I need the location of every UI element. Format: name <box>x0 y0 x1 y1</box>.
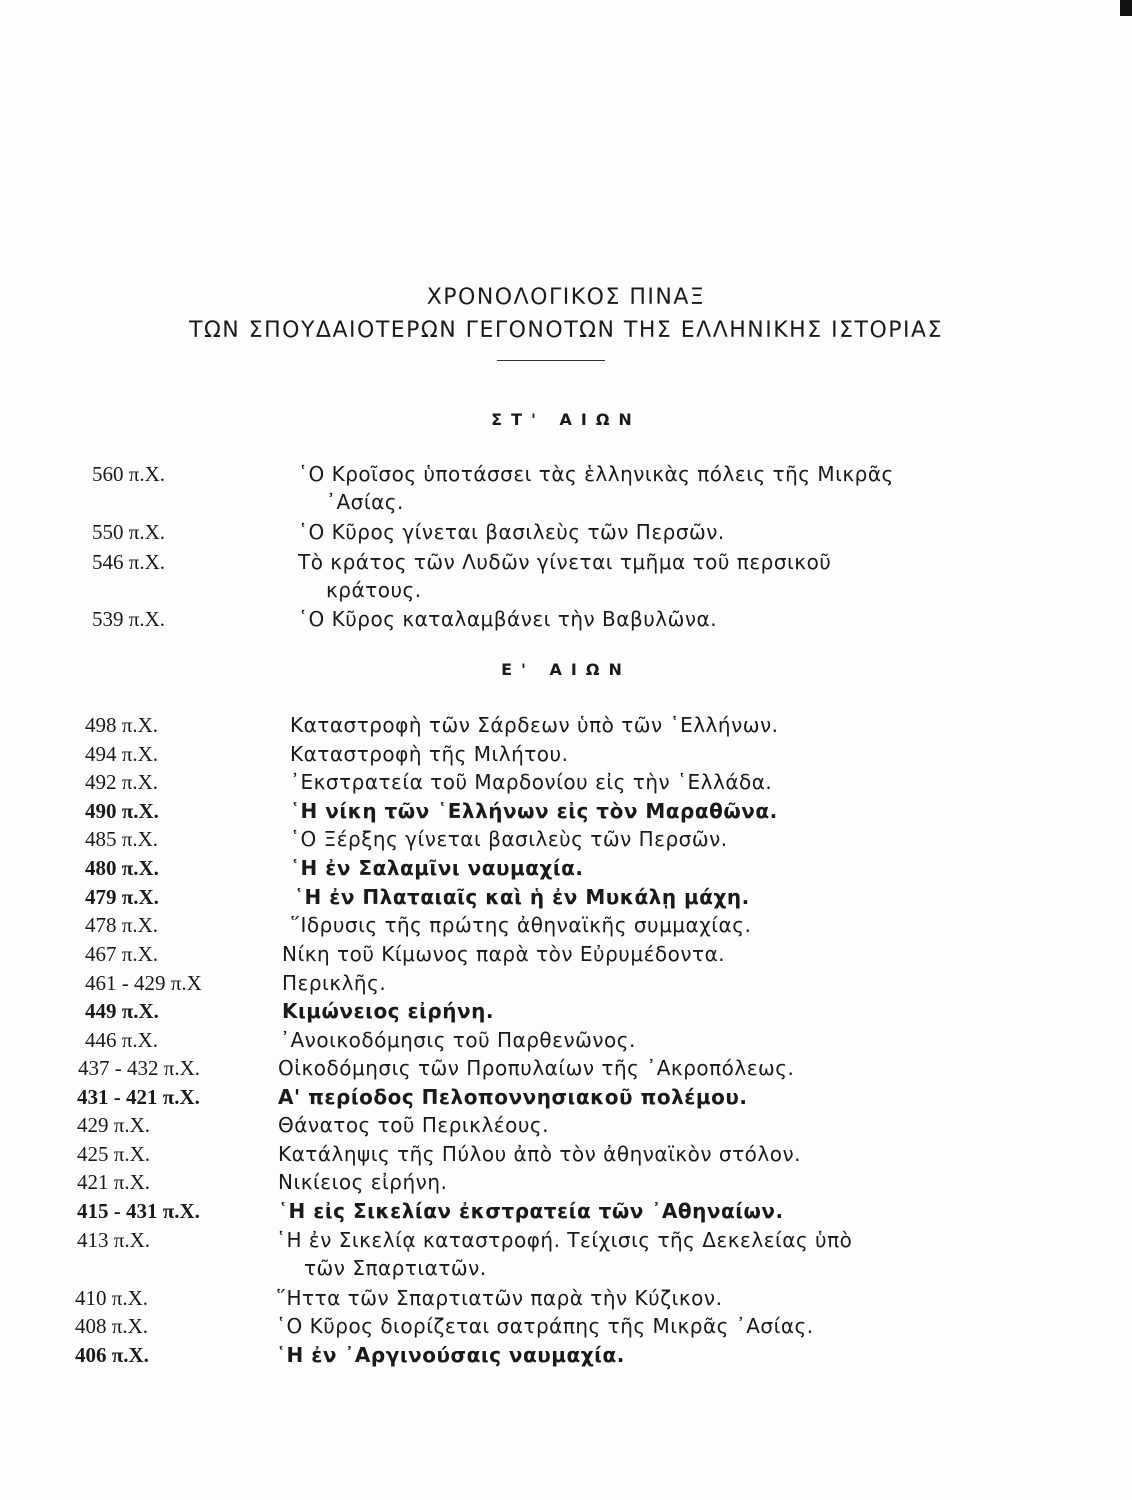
entry-event-text: ῾Η νίκη τῶν ῾Ελλήνων εἰς τὸν Μαραθῶνα. <box>290 799 778 823</box>
entry-date: 425 π.Χ. <box>77 1142 151 1166</box>
entry-event-text: Α' περίοδος Πελοποννησιακοῦ πολέμου. <box>278 1085 748 1109</box>
entry-date: 467 π.Χ. <box>85 942 159 966</box>
entry-event <box>282 997 982 1025</box>
entry-event-text: ῾Ο Κῦρος καταλαμβάνει τὴν Βαβυλῶνα. <box>298 607 718 631</box>
entry-date: 408 π.Χ. <box>75 1314 149 1338</box>
entry-date: 560 π.Χ. <box>92 462 166 486</box>
entry-event <box>276 1341 976 1369</box>
entry-event <box>280 1026 980 1054</box>
entry-event <box>276 1226 976 1282</box>
entry-event-text: ῾Η ἐν Πλαταιαῖς καὶ ἡ ἐν Μυκάλῃ μάχη. <box>294 885 750 909</box>
entry-event-text: ῾Η ἐν Σαλαμῖνι ναυμαχία. <box>290 856 584 880</box>
entry-event <box>282 969 982 997</box>
entry-date: 429 π.Χ. <box>77 1113 151 1137</box>
entry-event <box>282 940 982 968</box>
entry-event-text: Κιμώνειος εἰρήνη. <box>282 999 494 1023</box>
entry-event-text: Θάνατος τοῦ Περικλέους. <box>278 1113 550 1137</box>
entry-event-continuation: ᾿Ασίας. <box>326 490 404 514</box>
entry-event-text: ῾Ο Κῦρος διορίζεται σατράπης τῆς Μικρᾶς ᾿Ασίας. <box>276 1314 814 1338</box>
entry-event-text: ῞Ιδρυσις τῆς πρώτης ἀθηναϊκῆς συμμαχίας. <box>290 913 752 937</box>
entry-date: 479 π.Χ. <box>85 885 159 909</box>
entry-date: 539 π.Χ. <box>92 607 166 631</box>
entry-date: 546 π.Χ. <box>92 550 166 574</box>
entry-event-continuation: κράτους. <box>326 578 422 602</box>
entry-event <box>294 883 994 911</box>
entry-event-text: Νικίειος εἰρήνη. <box>278 1170 448 1194</box>
entry-date: 492 π.Χ. <box>85 770 159 794</box>
entry-date: 431 - 421 π.Χ. <box>77 1085 200 1109</box>
entry-event-text: ῞Ηττα τῶν Σπαρτιατῶν παρὰ τὴν Κύζικον. <box>276 1286 723 1310</box>
entry-event-text: Νίκη τοῦ Κίμωνος παρὰ τὸν Εὐρυμέδοντα. <box>282 942 726 966</box>
entry-event-text: Περικλῆς. <box>282 971 387 995</box>
entry-event-text: Τὸ κράτος τῶν Λυδῶν γίνεται τμῆμα τοῦ περσικοῦ <box>298 550 832 574</box>
entry-date: 498 π.Χ. <box>85 713 159 737</box>
scan-edge-mark <box>1120 0 1132 16</box>
entry-event <box>278 1054 978 1082</box>
section-heading-6th-century: ΣΤ' ΑΙΩΝ <box>491 410 641 429</box>
entry-event-text: ῾Η ἐν ᾿Αργινούσαις ναυμαχία. <box>276 1343 625 1367</box>
section-heading-5th-century: Ε' ΑΙΩΝ <box>501 660 631 679</box>
entry-event-text: Οἰκοδόμησις τῶν Προπυλαίων τῆς ᾿Ακροπόλεως. <box>278 1056 795 1080</box>
entry-date: 478 π.Χ. <box>85 913 159 937</box>
entry-event-text: ῾Ο Κροῖσος ὑποτάσσει τὰς ἑλληνικὰς πόλεις τῆς Μικρᾶς <box>298 462 894 486</box>
entry-event-text: ᾿Εκστρατεία τοῦ Μαρδονίου εἰς τὴν ῾Ελλάδα. <box>290 770 773 794</box>
entry-event <box>276 1284 976 1312</box>
entry-event <box>278 1083 978 1111</box>
entry-date: 410 π.Χ. <box>75 1286 149 1310</box>
page-title: ΧΡΟΝΟΛΟΓΙΚΟΣ ΠΙΝΑΞ <box>426 285 706 310</box>
entry-date: 480 π.Χ. <box>85 856 159 880</box>
entry-date: 437 - 432 π.Χ. <box>78 1056 201 1080</box>
entry-date: 421 π.Χ. <box>77 1170 151 1194</box>
entry-date: 494 π.Χ. <box>85 742 159 766</box>
entry-date: 550 π.Χ. <box>92 520 166 544</box>
entry-event-text: ῾Η ἐν Σικελίᾳ καταστροφή. Τείχισις τῆς Δεκελείας ὑπὸ <box>276 1228 853 1252</box>
entry-event <box>290 854 990 882</box>
entry-event <box>298 460 998 516</box>
entry-date: 461 - 429 π.Χ <box>85 971 202 995</box>
entry-event <box>278 1197 978 1225</box>
entry-event <box>276 1312 976 1340</box>
entry-date: 406 π.Χ. <box>75 1343 149 1367</box>
entry-event <box>298 548 998 604</box>
entry-event <box>278 1140 978 1168</box>
entry-date: 449 π.Χ. <box>85 999 159 1023</box>
entry-event <box>298 605 998 633</box>
entry-event-text: ῾Ο Ξέρξης γίνεται βασιλεὺς τῶν Περσῶν. <box>290 827 728 851</box>
page-subtitle: ΤΩΝ ΣΠΟΥΔΑΙΟΤΕΡΩΝ ΓΕΓΟΝΟΤΩΝ ΤΗΣ ΕΛΛΗΝΙΚΗΣ ΙΣΤΟΡΙΑΣ <box>189 318 943 343</box>
entry-event-text: ῾Ο Κῦρος γίνεται βασιλεὺς τῶν Περσῶν. <box>298 520 725 544</box>
entry-event-text: Κατάληψις τῆς Πύλου ἀπὸ τὸν ἀθηναϊκὸν στόλον. <box>278 1142 801 1166</box>
entry-date: 413 π.Χ. <box>77 1228 151 1252</box>
entry-event <box>290 711 990 739</box>
entry-event <box>278 1168 978 1196</box>
entry-event <box>290 911 990 939</box>
entry-event-text: Καταστροφὴ τῶν Σάρδεων ὑπὸ τῶν ῾Ελλήνων. <box>290 713 779 737</box>
entry-event <box>290 740 990 768</box>
entry-date: 446 π.Χ. <box>85 1028 159 1052</box>
entry-event <box>298 518 998 546</box>
entry-event-text: ᾿Ανοικοδόμησις τοῦ Παρθενῶνος. <box>280 1028 636 1052</box>
entry-date: 485 π.Χ. <box>85 827 159 851</box>
entry-event <box>290 768 990 796</box>
entry-date: 415 - 431 π.Χ. <box>77 1199 200 1223</box>
title-divider <box>497 360 605 361</box>
entry-date: 490 π.Χ. <box>85 799 159 823</box>
entry-event <box>290 797 990 825</box>
entry-event <box>278 1111 978 1139</box>
entry-event-continuation: τῶν Σπαρτιατῶν. <box>304 1256 487 1280</box>
entry-event-text: Καταστροφὴ τῆς Μιλήτου. <box>290 742 569 766</box>
entry-event-text: ῾Η εἰς Σικελίαν ἐκστρατεία τῶν ᾿Αθηναίων. <box>278 1199 784 1223</box>
entry-event <box>290 825 990 853</box>
